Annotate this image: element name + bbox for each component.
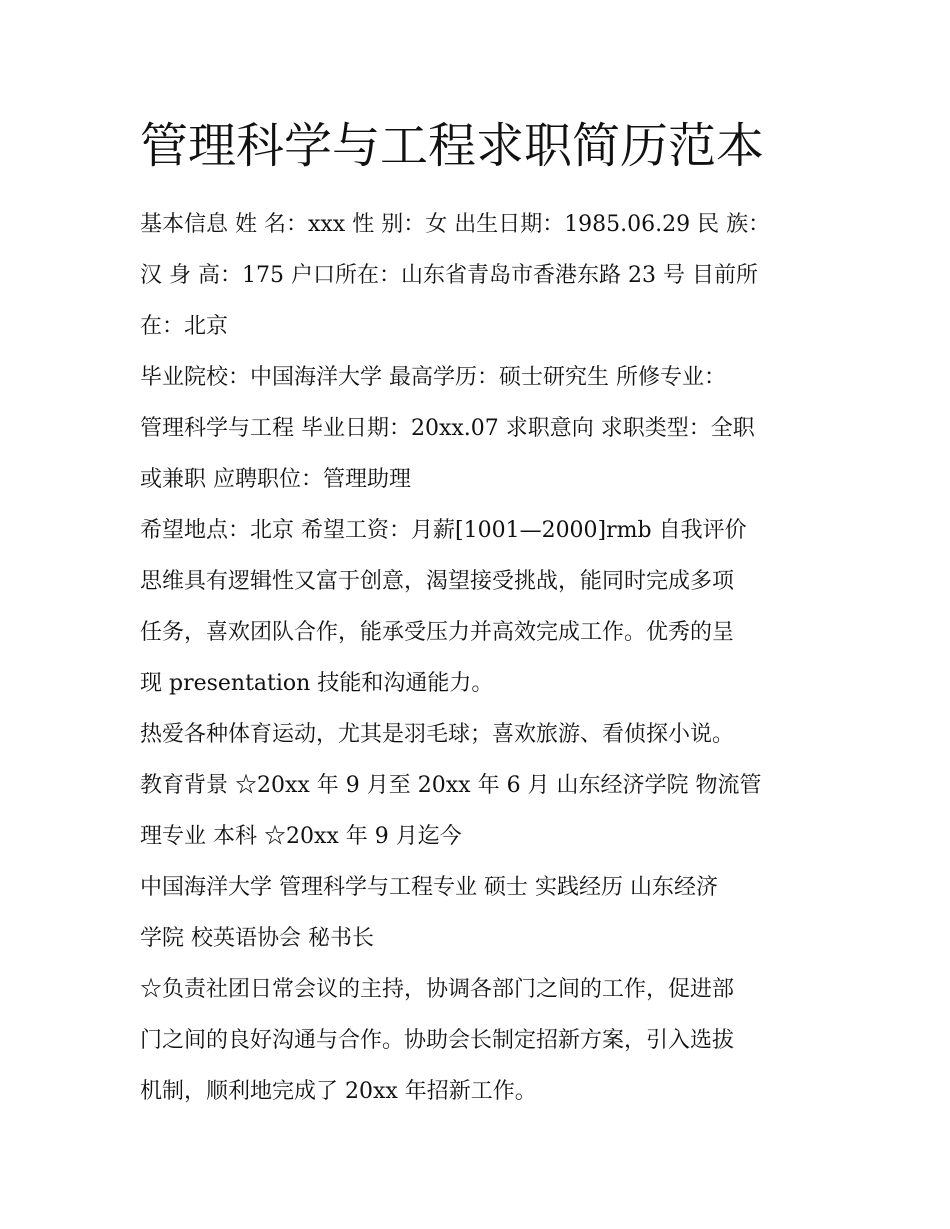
text-line: 任务，喜欢团队合作，能承受压力并高效完成工作。优秀的呈 xyxy=(140,620,735,645)
text-line: 中国海洋大学 管理科学与工程专业 硕士 实践经历 山东经济 xyxy=(140,875,718,900)
paragraph-practice-experience xyxy=(140,964,812,1117)
paragraph-education-background xyxy=(140,760,812,862)
text-line: 热爱各种体育运动，尤其是羽毛球；喜欢旅游、看侦探小说。 xyxy=(140,722,735,747)
text-line: 学院 校英语协会 秘书长 xyxy=(140,926,374,951)
text-line: 现 presentation 技能和沟通能力。 xyxy=(140,671,494,696)
paragraph-basic-info xyxy=(140,199,812,352)
paragraph-job-preference xyxy=(140,505,812,556)
document-title: 管理科学与工程求职简历范本 xyxy=(140,118,765,174)
text-line: 门之间的良好沟通与合作。协助会长制定招新方案，引入选拔 xyxy=(140,1028,735,1053)
paragraph-graduate-school xyxy=(140,862,812,964)
text-line: 在：北京 xyxy=(140,314,229,339)
text-line: 希望地点：北京 希望工资：月薪[1001—2000]rmb 自我评价 xyxy=(140,518,747,543)
text-line: 管理科学与工程 毕业日期：20xx.07 求职意向 求职类型：全职 xyxy=(140,416,755,441)
paragraph-education-summary xyxy=(140,352,812,505)
document-body xyxy=(140,199,812,1117)
text-line: ☆负责社团日常会议的主持，协调各部门之间的工作，促进部 xyxy=(140,977,735,1002)
text-line: 教育背景 ☆20xx 年 9 月至 20xx 年 6 月 山东经济学院 物流管 xyxy=(140,773,762,798)
text-line: 思维具有逻辑性又富于创意，渴望接受挑战，能同时完成多项 xyxy=(140,569,735,594)
paragraph-hobbies xyxy=(140,709,812,760)
text-line: 基本信息 姓 名：xxx 性 别：女 出生日期：1985.06.29 民 族： xyxy=(140,212,771,237)
text-line: 机制，顺利地完成了 20xx 年招新工作。 xyxy=(140,1079,537,1104)
paragraph-self-evaluation xyxy=(140,556,812,709)
text-line: 理专业 本科 ☆20xx 年 9 月迄今 xyxy=(140,824,462,849)
text-line: 毕业院校：中国海洋大学 最高学历：硕士研究生 所修专业： xyxy=(140,365,726,390)
text-line: 汉 身 高：175 户口所在：山东省青岛市香港东路 23 号 目前所 xyxy=(140,263,758,288)
text-line: 或兼职 应聘职位：管理助理 xyxy=(140,467,411,492)
